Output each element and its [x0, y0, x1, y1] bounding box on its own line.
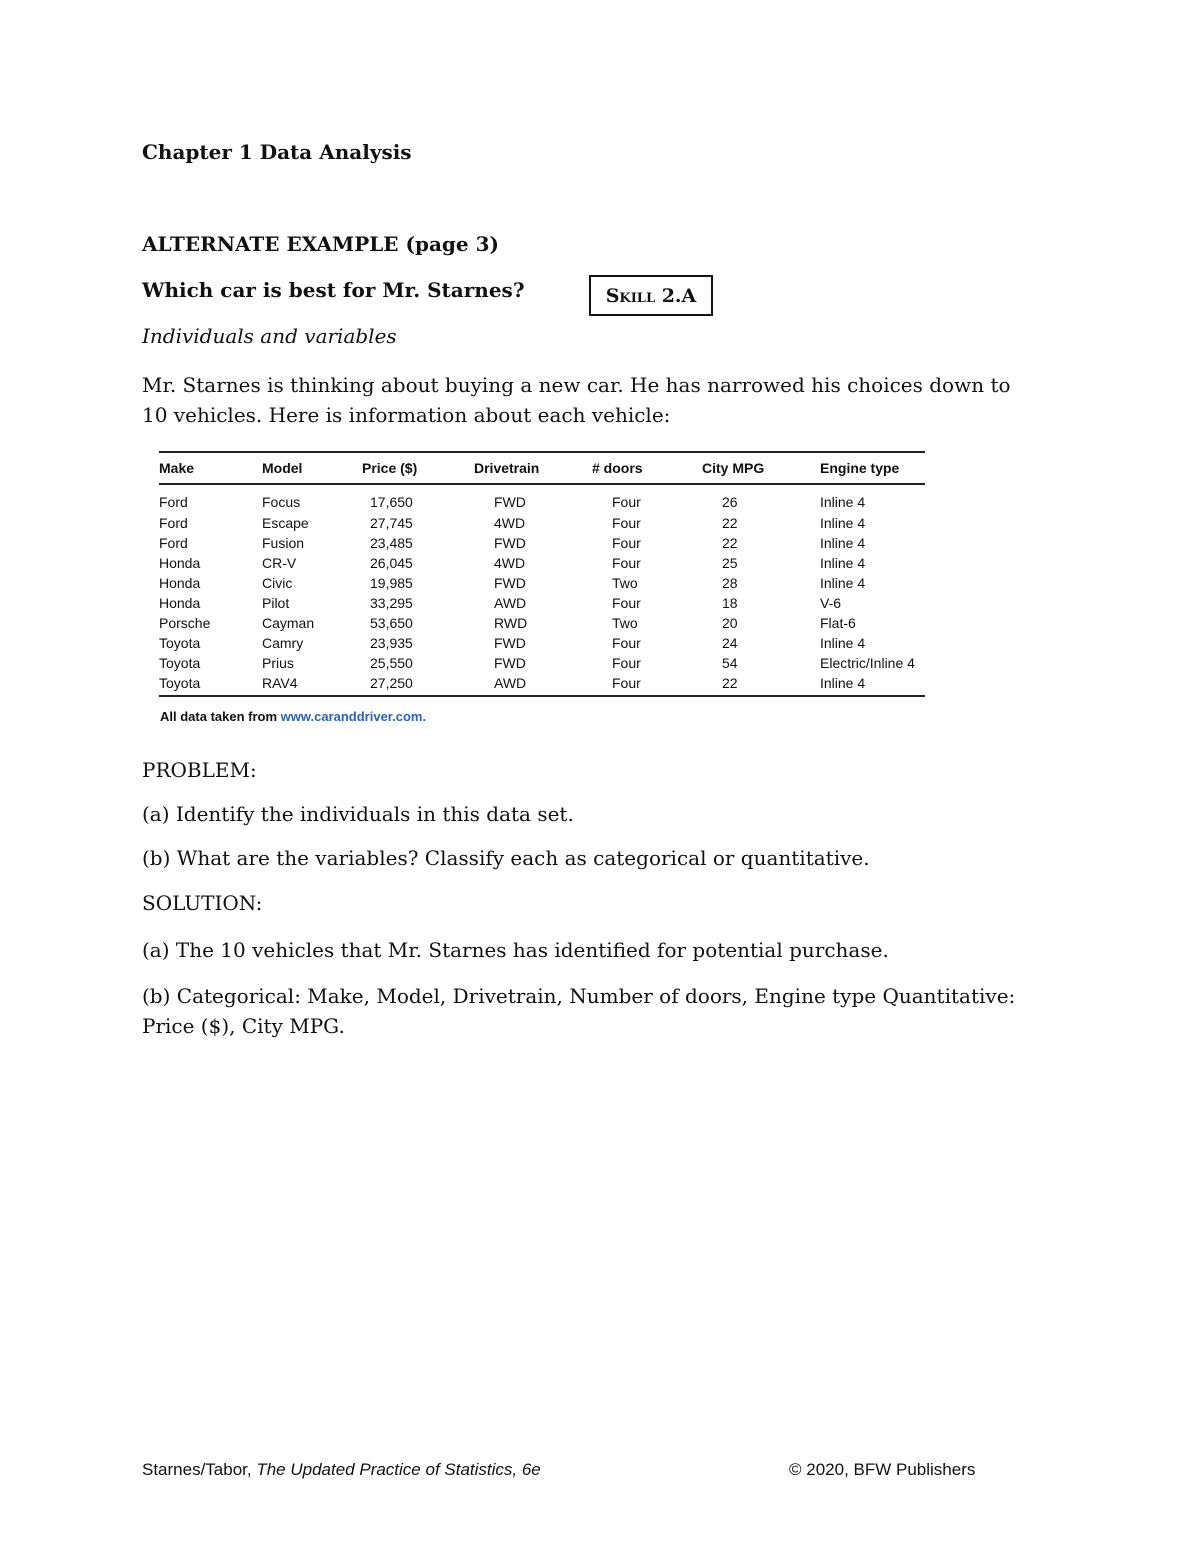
- table-cell: Inline 4: [820, 555, 866, 571]
- table-cell: 24: [722, 635, 738, 651]
- table-cell: Inline 4: [820, 494, 866, 510]
- chapter-title: Chapter 1 Data Analysis: [142, 140, 412, 164]
- table-cell: Inline 4: [820, 535, 866, 551]
- table-cell: Toyota: [159, 655, 201, 671]
- example-question: Which car is best for Mr. Starnes?: [142, 278, 525, 302]
- table-cell: 18: [722, 595, 738, 611]
- table-cell: Toyota: [159, 635, 201, 651]
- table-cell: 25: [722, 555, 738, 571]
- table-cell: Four: [612, 555, 641, 571]
- table-cell: FWD: [494, 535, 526, 551]
- table-row: [159, 484, 925, 513]
- table-cell: FWD: [494, 494, 526, 510]
- table-cell: 27,745: [370, 515, 413, 531]
- table-cell: 28: [722, 575, 738, 591]
- table-cell: Ford: [159, 494, 188, 510]
- table-cell: Pilot: [262, 595, 290, 611]
- footer-citation: [142, 1460, 541, 1480]
- table-cell: Inline 4: [820, 673, 925, 696]
- table-cell: FWD: [494, 635, 526, 651]
- problem-part-b: (b) What are the variables? Classify each as categorical or quantitative.: [142, 846, 870, 870]
- table-cell: FWD: [494, 575, 526, 591]
- table-row: [159, 513, 925, 533]
- vehicle-data-table: [159, 451, 925, 697]
- table-cell: Honda: [159, 575, 201, 591]
- table-cell: 23,485: [370, 535, 413, 551]
- table-cell: Inline 4: [820, 515, 866, 531]
- footer-copyright: © 2020, BFW Publishers: [789, 1460, 976, 1479]
- solution-label: SOLUTION:: [142, 891, 263, 915]
- solution-part-a: (a) The 10 vehicles that Mr. Starnes has identified for potential purchase.: [142, 938, 889, 962]
- table-cell: AWD: [494, 595, 527, 611]
- problem-label: PROBLEM:: [142, 758, 257, 782]
- table-cell: Inline 4: [820, 635, 866, 651]
- column-header: # doors: [592, 452, 702, 484]
- table-cell: Two: [612, 575, 638, 591]
- table-body: [159, 484, 925, 696]
- table-cell: V-6: [820, 595, 842, 611]
- table-cell: Toyota: [159, 673, 262, 696]
- column-header: Model: [262, 452, 362, 484]
- table-row: [159, 653, 925, 673]
- example-label: ALTERNATE EXAMPLE (page 3): [142, 232, 499, 256]
- table-row: [159, 533, 925, 553]
- table-cell: 22: [722, 535, 738, 551]
- table-cell: 4WD: [494, 555, 526, 571]
- table-cell: Camry: [262, 635, 304, 651]
- table-cell: 26,045: [370, 555, 413, 571]
- intro-paragraph: Mr. Starnes is thinking about buying a new car. He has narrowed his choices down to 10 vehicles. Here is information about each vehicle:: [142, 373, 1011, 427]
- table-cell: 20: [722, 615, 738, 631]
- table-cell: Four: [612, 635, 641, 651]
- table-cell: Four: [592, 673, 702, 696]
- table-cell: Ford: [159, 515, 188, 531]
- table-cell: Honda: [159, 555, 201, 571]
- table-row: [159, 673, 925, 696]
- table-cell: 22: [722, 515, 738, 531]
- table-row: [159, 613, 925, 633]
- table-cell: Escape: [262, 515, 309, 531]
- table-cell: 26: [722, 494, 738, 510]
- source-prefix: All data taken from: [160, 709, 281, 724]
- table-cell: Porsche: [159, 615, 211, 631]
- table-cell: Electric/Inline 4: [820, 655, 915, 671]
- table-cell: Four: [612, 494, 641, 510]
- footer-authors: Starnes/Tabor,: [142, 1460, 257, 1479]
- table-cell: Honda: [159, 595, 201, 611]
- column-header: City MPG: [702, 452, 820, 484]
- table-cell: Prius: [262, 655, 294, 671]
- table-cell: CR-V: [262, 555, 297, 571]
- table-row: [159, 573, 925, 593]
- problem-part-a: (a) Identify the individuals in this data set.: [142, 802, 574, 826]
- table-cell: 53,650: [370, 615, 413, 631]
- table-cell: AWD: [474, 673, 592, 696]
- table-cell: Focus: [262, 494, 301, 510]
- table-cell: Cayman: [262, 615, 315, 631]
- table-cell: Four: [612, 655, 641, 671]
- table-cell: Inline 4: [820, 575, 866, 591]
- table-cell: Four: [612, 515, 641, 531]
- table-row: [159, 593, 925, 613]
- section-subhead: Individuals and variables: [142, 324, 397, 348]
- table-cell: 4WD: [494, 515, 526, 531]
- table-cell: Ford: [159, 535, 188, 551]
- table-cell: FWD: [494, 655, 526, 671]
- column-header: Price ($): [362, 452, 474, 484]
- table-cell: Four: [612, 535, 641, 551]
- table-row: [159, 553, 925, 573]
- table-cell: 33,295: [370, 595, 413, 611]
- table-cell: RWD: [494, 615, 528, 631]
- table-cell: Fusion: [262, 535, 305, 551]
- column-header: Drivetrain: [474, 452, 592, 484]
- table-cell: Civic: [262, 575, 293, 591]
- column-header: Engine type: [820, 452, 925, 484]
- skill-badge-label: Skill 2.A: [605, 284, 697, 307]
- table-cell: 17,650: [370, 494, 413, 510]
- table-cell: 25,550: [370, 655, 413, 671]
- footer-book-title: The Updated Practice of Statistics, 6e: [256, 1460, 541, 1479]
- table-cell: 22: [702, 673, 820, 696]
- table-source-note: [160, 709, 426, 724]
- table-cell: 54: [722, 655, 738, 671]
- table-cell: Flat-6: [820, 615, 856, 631]
- table-cell: Two: [612, 615, 638, 631]
- table-cell: 27,250: [362, 673, 474, 696]
- source-link[interactable]: www.caranddriver.com.: [280, 709, 427, 724]
- table-header-row: [159, 452, 925, 484]
- column-header: Make: [159, 452, 262, 484]
- table-cell: Four: [612, 595, 641, 611]
- table-cell: 19,985: [370, 575, 413, 591]
- table-cell: RAV4: [262, 673, 362, 696]
- skill-badge: [589, 275, 713, 316]
- table-cell: 23,935: [370, 635, 413, 651]
- solution-part-b: (b) Categorical: Make, Model, Drivetrain, Number of doors, Engine type Quantitative: Price ($), City MPG.: [142, 984, 1016, 1038]
- table-row: [159, 633, 925, 653]
